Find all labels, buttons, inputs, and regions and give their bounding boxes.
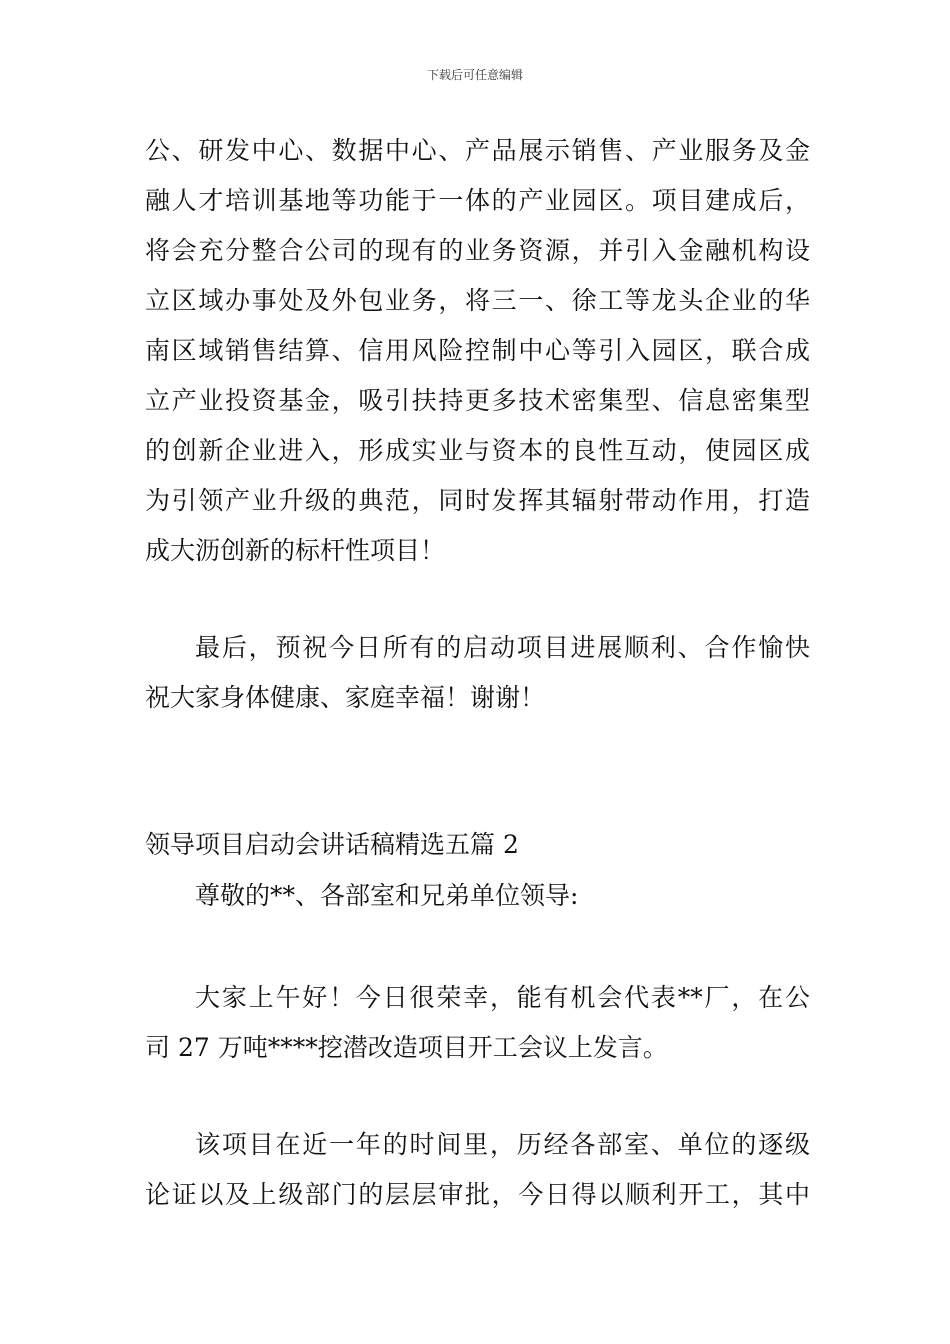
salutation: 尊敬的**、各部室和兄弟单位领导: (195, 881, 579, 910)
paragraph-3-line-1: 大家上午好！今日很荣幸，能有机会代表**厂，在公 (195, 983, 810, 1012)
paragraph-1-line-8: 为引领产业升级的典范，同时发挥其辐射带动作用，打造 (145, 486, 810, 515)
section-title: 领导项目启动会讲话稿精选五篇 2 (145, 830, 519, 859)
paragraph-4-line-1: 该项目在近一年的时间里，历经各部室、单位的逐级 (195, 1130, 810, 1159)
paragraph-2-line-2: 祝大家身体健康、家庭幸福！谢谢！ (145, 683, 546, 712)
paragraph-3-line-2: 司 27 万吨****挖潜改造项目开工会议上发言。 (145, 1033, 668, 1062)
paragraph-1-line-9: 成大沥创新的标杆性项目！ (145, 536, 446, 565)
paragraph-1-line-7: 的创新企业进入，形成实业与资本的良性互动，使园区成 (145, 436, 810, 465)
paragraph-1-line-2: 融人才培训基地等功能于一体的产业园区。项目建成后， (145, 186, 810, 215)
page-header: 下载后可任意编辑 (426, 68, 523, 82)
paragraph-1-line-1: 公、研发中心、数据中心、产品展示销售、产业服务及金 (145, 136, 810, 165)
paragraph-1-line-6: 立产业投资基金，吸引扶持更多技术密集型、信息密集型 (145, 386, 810, 415)
paragraph-4-line-2: 论证以及上级部门的层层审批，今日得以顺利开工，其中 (145, 1180, 810, 1209)
paragraph-2-line-1: 最后，预祝今日所有的启动项目进展顺利、合作愉快 (195, 633, 810, 662)
paragraph-1-line-3: 将会充分整合公司的现有的业务资源，并引入金融机构设 (145, 236, 810, 265)
paragraph-1-line-5: 南区域销售结算、信用风险控制中心等引入园区，联合成 (145, 336, 810, 365)
paragraph-1-line-4: 立区域办事处及外包业务，将三一、徐工等龙头企业的华 (145, 286, 810, 315)
